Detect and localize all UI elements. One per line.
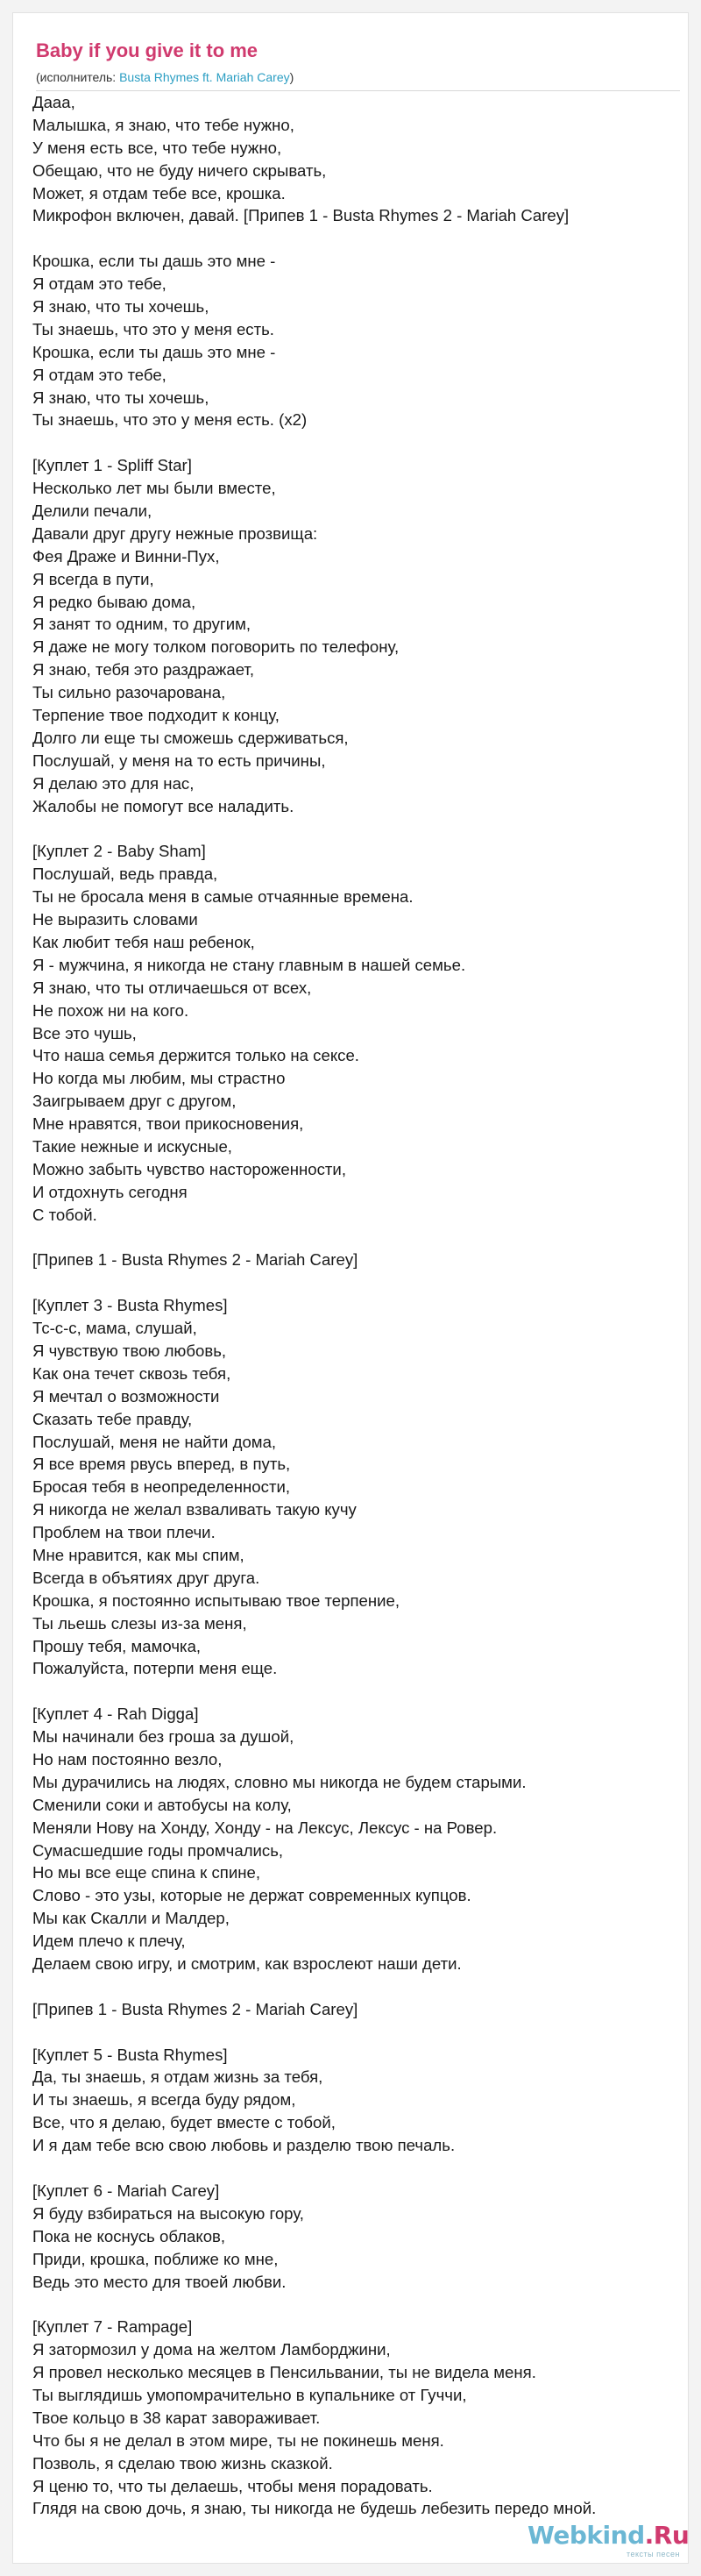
lyric-line: Я чувствую твою любовь, bbox=[32, 1341, 227, 1360]
brand-domain: .Ru bbox=[644, 2521, 690, 2550]
lyric-line: [Куплет 7 - Rampage] bbox=[32, 2317, 193, 2337]
lyric-line: Я ценю то, что ты делаешь, чтобы меня порадовать. bbox=[32, 2476, 433, 2495]
artist-line bbox=[36, 69, 680, 85]
lyric-line: Послушай, ведь правда, bbox=[32, 865, 218, 884]
lyric-line: Делаем свою игру, и смотрим, как взрослеют наши дети. bbox=[32, 1954, 462, 1974]
lyric-line: Тс-с-с, мама, слушай, bbox=[32, 1319, 197, 1338]
lyric-line: Послушай, меня не найти дома, bbox=[32, 1432, 277, 1451]
lyric-line: Долго ли еще ты сможешь сдерживаться, bbox=[32, 728, 349, 747]
site-logo[interactable] bbox=[528, 2521, 690, 2560]
lyric-line: [Куплет 3 - Busta Rhymes] bbox=[32, 1296, 228, 1315]
lyric-line: И я дам тебе всю свою любовь и разделю твою печаль. bbox=[32, 2136, 456, 2155]
lyric-line: Заигрываем друг с другом, bbox=[32, 1092, 237, 1111]
song-header bbox=[36, 39, 680, 91]
lyric-line: Мы дурачились на людях, словно мы никогда не будем старыми. bbox=[32, 1772, 527, 1791]
stanza-gap bbox=[32, 431, 672, 454]
lyric-line: Я никогда не желал взваливать такую кучу bbox=[32, 1500, 357, 1519]
lyric-line: Терпение твое подходит к концу, bbox=[32, 706, 280, 725]
lyric-line: Давали друг другу нежные прозвища: bbox=[32, 523, 318, 543]
lyric-line: [Куплет 4 - Rah Digga] bbox=[32, 1704, 199, 1724]
lyric-line: Ты льешь слезы из-за меня, bbox=[32, 1613, 247, 1633]
lyric-line: Я редко бываю дома, bbox=[32, 592, 196, 611]
song-title: Baby if you give it to me bbox=[36, 39, 258, 61]
lyric-line: Пока не коснусь облаков, bbox=[32, 2226, 226, 2245]
lyric-line: Да, ты знаешь, я отдам жизнь за тебя, bbox=[32, 2067, 323, 2087]
lyric-line: Позволь, я сделаю твою жизнь сказкой. bbox=[32, 2453, 333, 2473]
lyric-line: Послушай, у меня на то есть причины, bbox=[32, 751, 326, 770]
stanza-gap bbox=[32, 2293, 672, 2316]
lyric-line: Мы как Скалли и Малдер, bbox=[32, 1909, 230, 1928]
lyric-line: Мы начинали без гроша за душой, bbox=[32, 1727, 294, 1747]
lyric-line: Все, что я делаю, будет вместе с тобой, bbox=[32, 2113, 336, 2132]
lyric-line: Меняли Нову на Хонду, Хонду - на Лексус, Лексус - на Ровер. bbox=[32, 1818, 498, 1837]
lyric-line: [Куплет 6 - Mariah Carey] bbox=[32, 2181, 220, 2200]
lyric-line: Делили печали, bbox=[32, 502, 152, 521]
lyric-line: Я всегда в пути, bbox=[32, 569, 154, 588]
lyric-line: Ты сильно разочарована, bbox=[32, 683, 226, 702]
lyric-line: Я отдам это тебе, bbox=[32, 365, 166, 384]
lyric-line: Сменили соки и автобусы на колу, bbox=[32, 1795, 292, 1814]
lyric-line: Идем плечо к плечу, bbox=[32, 1932, 186, 1951]
lyric-line: Мне нравятся, твои прикосновения, bbox=[32, 1114, 304, 1134]
lyric-line: Можно забыть чувство настороженности, bbox=[32, 1159, 346, 1178]
lyric-line: И ты знаешь, я всегда буду рядом, bbox=[32, 2090, 296, 2110]
lyric-line: [Куплет 2 - Baby Sham] bbox=[32, 842, 206, 861]
lyric-line: [Припев 1 - Busta Rhymes 2 - Mariah Carey] bbox=[32, 1250, 358, 1270]
stanza-gap bbox=[32, 1680, 672, 1703]
lyric-line: Но когда мы любим, мы страстно bbox=[32, 1069, 286, 1088]
lyric-line: [Припев 1 - Busta Rhymes 2 - Mariah Carey] bbox=[32, 1999, 358, 2018]
lyric-line: Я знаю, тебя это раздражает, bbox=[32, 660, 255, 680]
lyric-line: Я - мужчина, я никогда не стану главным в нашей семье. bbox=[32, 955, 466, 974]
stanza-gap bbox=[32, 1227, 672, 1249]
lyric-line: Твое кольцо в 38 карат завораживает. bbox=[32, 2408, 321, 2427]
lyric-line: Я делаю это для нас, bbox=[32, 773, 195, 793]
lyric-line: Я провел несколько месяцев в Пенсильвании, ты не видела меня. bbox=[32, 2363, 536, 2382]
lyric-line: Я буду взбираться на высокую гору, bbox=[32, 2203, 304, 2223]
lyric-line: Такие нежные и искусные, bbox=[32, 1136, 232, 1156]
lyric-line: Крошка, если ты дашь это мне - bbox=[32, 252, 276, 271]
lyric-line: Я даже не могу толком поговорить по телефону, bbox=[32, 637, 400, 657]
stanza-gap bbox=[32, 227, 672, 250]
lyric-line: Мне нравится, как мы спим, bbox=[32, 1546, 244, 1564]
lyric-line: Ты знаешь, что это у меня есть. bbox=[32, 319, 274, 338]
brand-name: Webkind bbox=[528, 2521, 645, 2550]
lyric-line: Как она течет сквозь тебя, bbox=[32, 1363, 231, 1383]
lyric-line: Как любит тебя наш ребенок, bbox=[32, 932, 255, 951]
lyric-line: Слово - это узы, которые не держат современных купцов. bbox=[32, 1886, 471, 1905]
lyric-line: Не похож ни на кого. bbox=[32, 1000, 189, 1020]
artist-suffix: ) bbox=[289, 70, 294, 84]
lyric-line: Ты не бросала меня в самые отчаянные времена. bbox=[32, 887, 414, 907]
lyric-line: Проблем на твои плечи. bbox=[32, 1523, 216, 1542]
lyric-line: Малышка, я знаю, что тебе нужно, bbox=[32, 115, 294, 134]
lyric-line: Обещаю, что не буду ничего скрывать, bbox=[32, 160, 327, 180]
lyric-line: Фея Драже и Винни-Пух, bbox=[32, 546, 220, 566]
lyric-line: Но мы все еще спина к спине, bbox=[32, 1863, 261, 1882]
stanza-gap bbox=[32, 2157, 672, 2180]
lyric-line: Микрофон включен, давай. [Припев 1 - Busta Rhymes 2 - Mariah Carey] bbox=[32, 206, 570, 225]
lyric-line: Я знаю, что ты отличаешься от всех, bbox=[32, 978, 312, 997]
lyric-line: Я затормозил у дома на желтом Ламборджини, bbox=[32, 2340, 391, 2359]
lyric-line: Прошу тебя, мамочка, bbox=[32, 1636, 202, 1655]
lyric-line: Всегда в объятиях друг друга. bbox=[32, 1568, 260, 1587]
lyric-line: Что наша семья держится только на сексе. bbox=[32, 1046, 359, 1065]
stanza-gap bbox=[32, 818, 672, 841]
lyric-line: Я мечтал о возможности bbox=[32, 1386, 220, 1405]
lyric-line: Сумасшедшие годы промчались, bbox=[32, 1840, 284, 1860]
brand-tagline: тексты песен bbox=[626, 2550, 680, 2558]
lyric-line: Крошка, если ты дашь это мне - bbox=[32, 342, 276, 361]
lyric-line: Пожалуйста, потерпи меня еще. bbox=[32, 1659, 278, 1678]
lyric-line: Ты выглядишь умопомрачительно в купальнике от Гуччи, bbox=[32, 2385, 467, 2404]
lyric-line: Но нам постоянно везло, bbox=[32, 1750, 223, 1769]
lyric-line: С тобой. bbox=[32, 1205, 97, 1224]
lyric-line: Сказать тебе правду, bbox=[32, 1409, 193, 1428]
stanza-gap bbox=[32, 2021, 672, 2044]
lyrics-text bbox=[32, 91, 672, 2520]
lyric-line: Не выразить словами bbox=[32, 910, 198, 929]
lyric-line: Жалобы не помогут все наладить. bbox=[32, 796, 294, 815]
lyric-line: Несколько лет мы были вместе, bbox=[32, 479, 276, 498]
stanza-gap bbox=[32, 1271, 672, 1294]
stanza-gap bbox=[32, 1975, 672, 1998]
lyric-line: Бросая тебя в неопределенности, bbox=[32, 1477, 291, 1497]
lyric-line: Приди, крошка, поближе ко мне, bbox=[32, 2249, 279, 2268]
brand-wordmark bbox=[528, 2521, 690, 2550]
artist-link[interactable]: Busta Rhymes ft. Mariah Carey bbox=[119, 70, 290, 84]
lyric-line: Я знаю, что ты хочешь, bbox=[32, 388, 209, 407]
lyric-line: Я все время рвусь вперед, в путь, bbox=[32, 1455, 291, 1474]
lyric-line: Все это чушь, bbox=[32, 1023, 137, 1042]
lyric-line: [Куплет 5 - Busta Rhymes] bbox=[32, 2045, 228, 2064]
lyric-line: У меня есть все, что тебе нужно, bbox=[32, 138, 282, 157]
lyric-line: Может, я отдам тебе все, крошка. bbox=[32, 183, 286, 203]
lyric-line: И отдохнуть сегодня bbox=[32, 1182, 188, 1201]
lyric-line: Ты знаешь, что это у меня есть. (x2) bbox=[32, 410, 308, 430]
lyric-line: Крошка, я постоянно испытываю твое терпение, bbox=[32, 1590, 400, 1610]
lyric-line: Дааа, bbox=[32, 93, 75, 111]
lyric-line: Глядя на свою дочь, я знаю, ты никогда не будешь лебезить передо мной. bbox=[32, 2499, 597, 2518]
lyric-line: Что бы я не делал в этом мире, ты не покинешь меня. bbox=[32, 2430, 444, 2450]
lyric-line: [Куплет 1 - Spliff Star] bbox=[32, 456, 192, 475]
lyric-line: Ведь это место для твоей любви. bbox=[32, 2272, 287, 2291]
lyric-line: Я знаю, что ты хочешь, bbox=[32, 297, 209, 317]
lyric-line: Я отдам это тебе, bbox=[32, 274, 166, 294]
lyric-line: Я занят то одним, то другим, bbox=[32, 615, 251, 634]
artist-prefix: (исполнитель: bbox=[36, 70, 120, 84]
